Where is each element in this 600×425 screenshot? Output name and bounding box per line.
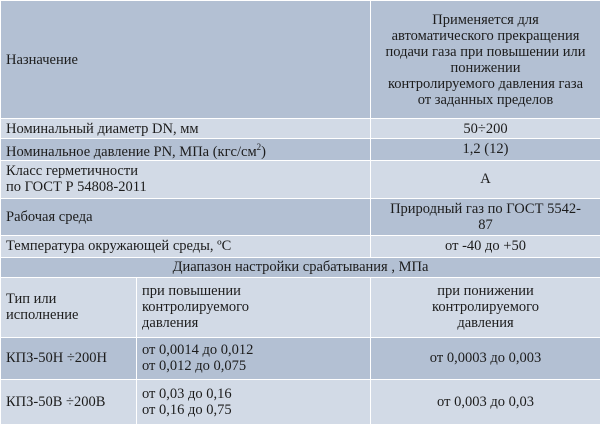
tightness-class-value: A [371,160,600,198]
model-name: КПЗ-50Н ÷200Н [1,337,137,379]
decrease-range: от 0,0003 до 0,003 [371,337,600,379]
ambient-temperature-label: Температура окружающей среды, ºС [1,235,371,257]
row-model-v [1,379,600,424]
row-tightness-class [1,160,600,198]
row-range-header [1,277,600,337]
row-model-n [1,337,600,379]
row-range-title [1,257,600,277]
row-purpose [1,1,600,119]
range-section-title: Диапазон настройки срабатывания , МПа [1,257,600,277]
increase-header: при повышении контролируемого давления [137,277,371,337]
nominal-pressure-value: 1,2 (12) [371,139,600,161]
working-medium-value: Природный газ по ГОСТ 5542- 87 [371,198,600,235]
row-ambient-temperature [1,235,600,257]
ambient-temperature-value: от -40 до +50 [371,235,600,257]
purpose-value: Применяется для автоматического прекращения подачи газа при повышении или понижении контролируемого давления газа от заданных пределов [371,1,600,119]
row-working-medium [1,198,600,235]
decrease-range: от 0,003 до 0,03 [371,379,600,424]
nominal-diameter-value: 50÷200 [371,119,600,139]
row-nominal-pressure [1,139,600,161]
nominal-diameter-label: Номинальный диаметр DN, мм [1,119,371,139]
purpose-label: Назначение [1,1,371,119]
type-header: Тип или исполнение [1,277,137,337]
working-medium-label: Рабочая среда [1,198,371,235]
tightness-class-label: Класс герметичности по ГОСТ Р 54808-2011 [1,160,371,198]
model-name: КПЗ-50В ÷200В [1,379,137,424]
increase-range: от 0,03 до 0,16 от 0,16 до 0,75 [137,379,371,424]
nominal-pressure-label: Номинальное давление PN, МПа $(кгс/см^2)$ [1,139,371,161]
increase-range: от 0,0014 до 0,012 от 0,012 до 0,075 [137,337,371,379]
row-nominal-diameter [1,119,600,139]
decrease-header: при понижении контролируемого давления [371,277,600,337]
